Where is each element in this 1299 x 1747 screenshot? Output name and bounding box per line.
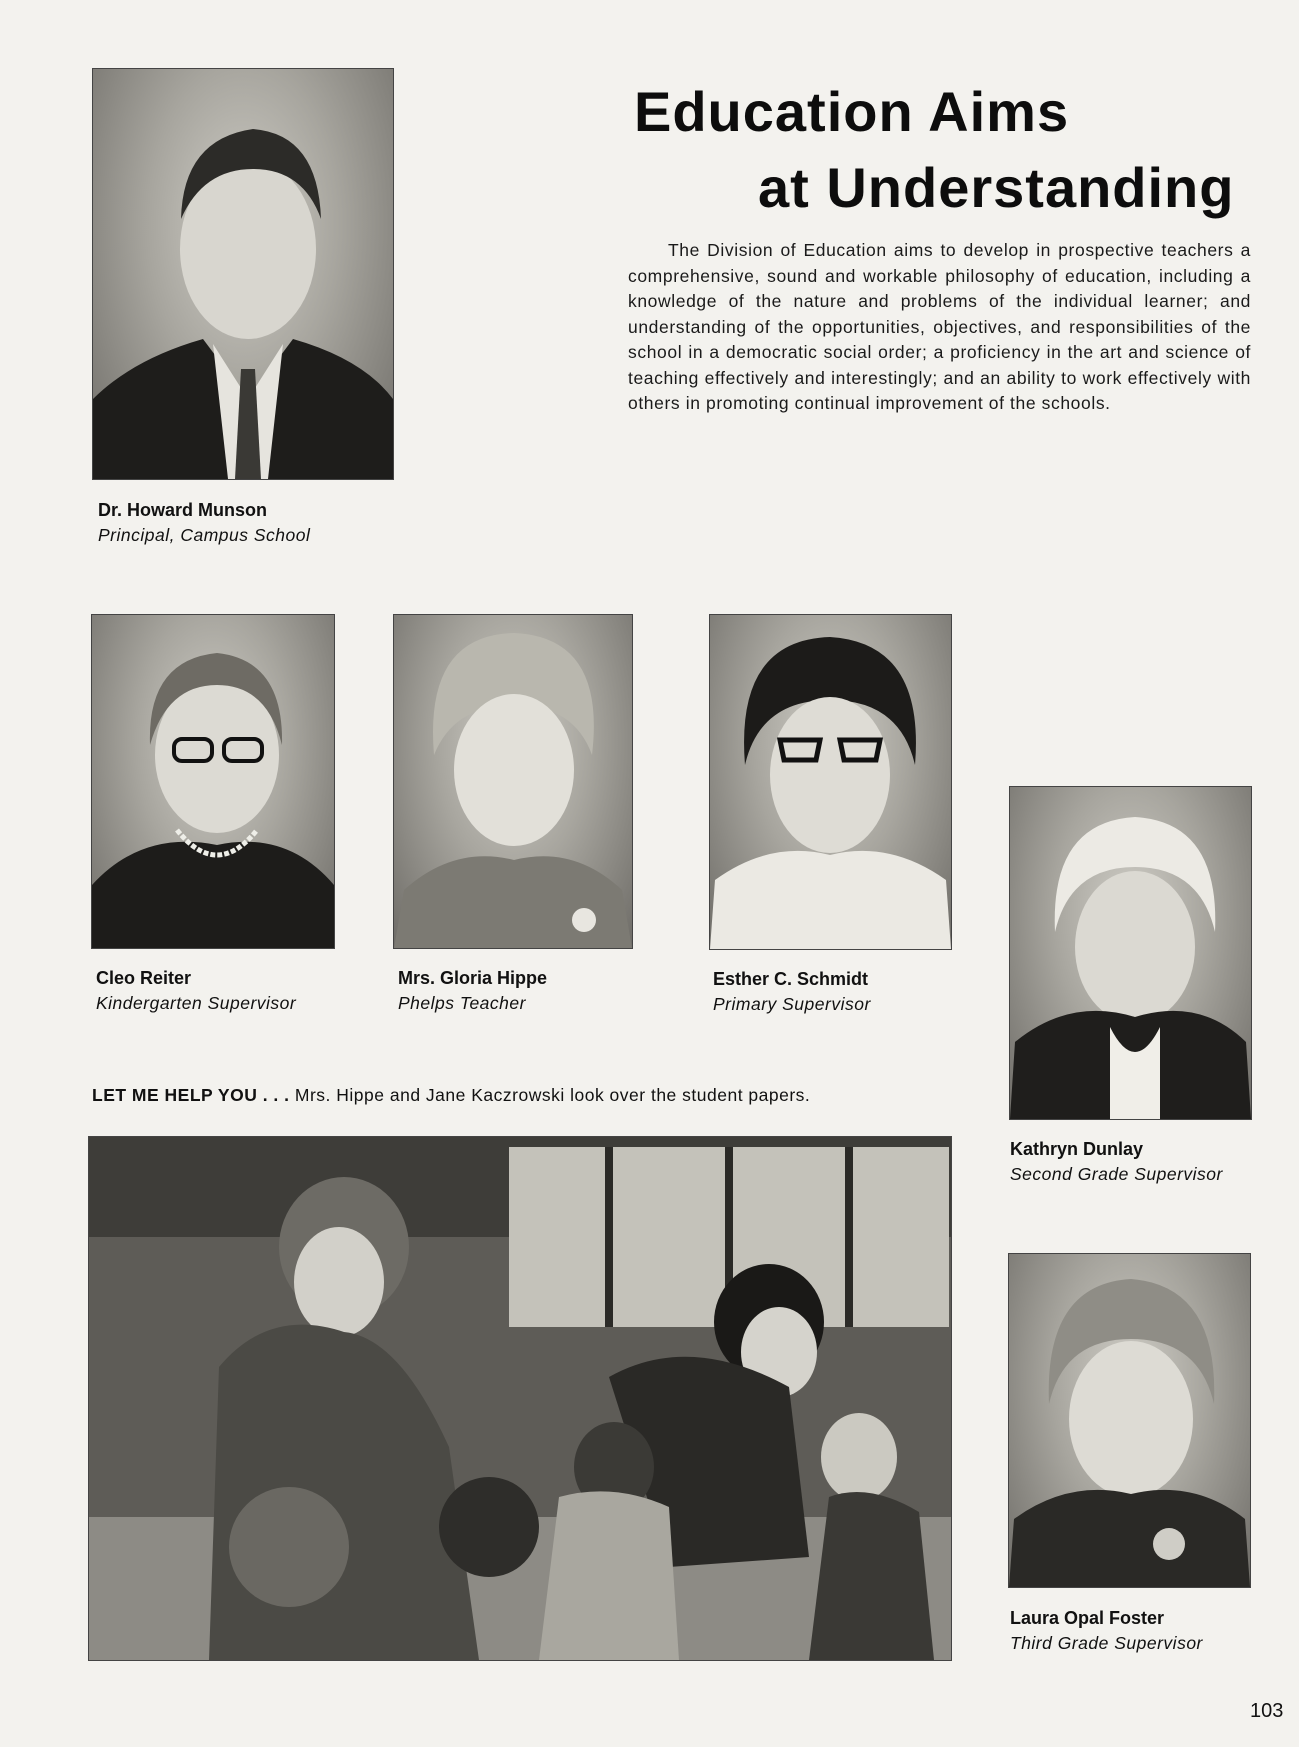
portrait-photo-foster: [1008, 1253, 1251, 1588]
portrait-role: Primary Supervisor: [713, 994, 871, 1014]
caption-hippe: [398, 966, 547, 1016]
caption-schmidt: [713, 967, 871, 1017]
portrait-name: Mrs. Gloria Hippe: [398, 968, 548, 988]
portrait-photo-hippe: [393, 614, 633, 949]
portrait-photo-reiter: [91, 614, 335, 949]
group-caption-text: Mrs. Hippe and Jane Kaczrowski look over the student papers.: [294, 1085, 811, 1105]
caption-foster: [1010, 1606, 1203, 1656]
group-classroom-photo: [88, 1136, 952, 1661]
portrait-role: Second Grade Supervisor: [1010, 1164, 1223, 1184]
portrait-role: Kindergarten Supervisor: [96, 993, 297, 1013]
page-title-line-1: Education Aims: [634, 80, 1070, 143]
portrait-name: Kathryn Dunlay: [1010, 1139, 1144, 1159]
intro-paragraph: The Division of Education aims to develop in prospective teachers a comprehensive, sound and workable philosophy of education, including a knowledge of the nature and problems of the individual learner; and understanding of the opportunities, objectives, and responsibilities of the school in a democratic social order; a proficiency in the art and science of teaching effectively and interestingly; and an ability to work effectively with others in promoting continual improvement of the schools.: [628, 240, 1251, 413]
portrait-photo-dunlay: [1009, 786, 1252, 1120]
portrait-role: Principal, Campus School: [98, 525, 311, 545]
portrait-name: Laura Opal Foster: [1010, 1608, 1165, 1628]
caption-reiter: [96, 966, 296, 1016]
portrait-role: Phelps Teacher: [398, 993, 526, 1013]
caption-munson: [98, 498, 310, 548]
page-title-line-2: at Understanding: [758, 156, 1235, 219]
caption-dunlay: [1010, 1137, 1223, 1187]
portrait-name: Cleo Reiter: [96, 968, 192, 988]
portrait-role: Third Grade Supervisor: [1010, 1633, 1203, 1653]
portrait-photo-munson: [92, 68, 394, 480]
page-number: 103: [1250, 1700, 1284, 1722]
group-photo-caption: [92, 1085, 810, 1106]
group-caption-lead: LET ME HELP YOU . . .: [92, 1085, 290, 1105]
portrait-name: Esther C. Schmidt: [713, 969, 869, 989]
portrait-name: Dr. Howard Munson: [98, 500, 268, 520]
portrait-photo-schmidt: [709, 614, 952, 950]
